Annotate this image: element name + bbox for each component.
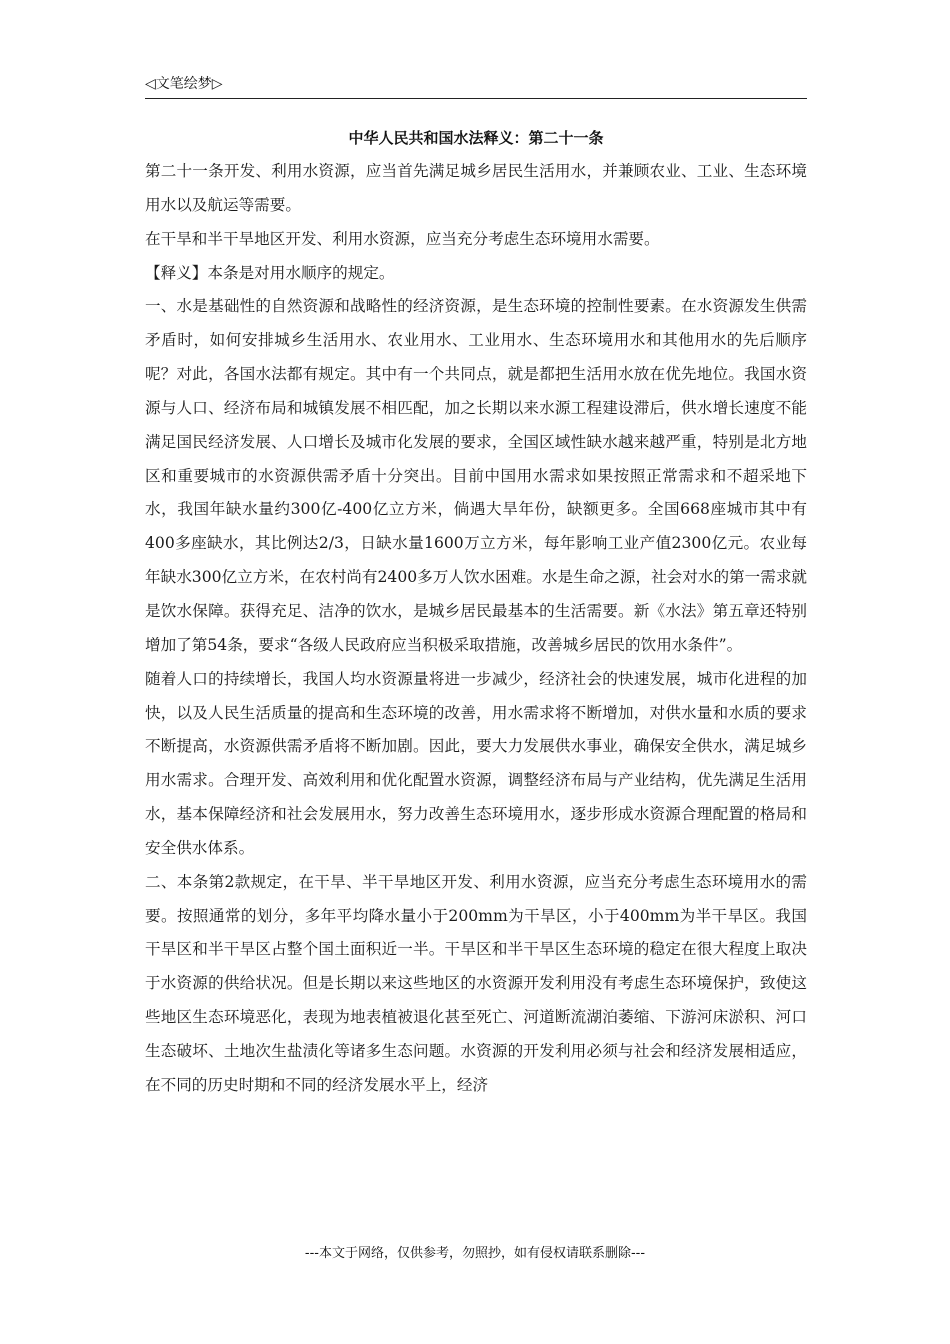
- article-paragraph: 在干旱和半干旱地区开发、利用水资源，应当充分考虑生态环境用水需要。: [145, 229, 660, 248]
- page-footer-notice: ---本文于网络，仅供参考，勿照抄，如有侵权请联系删除---: [304, 1246, 646, 1261]
- interpretation-paragraph: 一、水是基础性的自然资源和战略性的经济资源，是生态环境的控制性要素。在水资源发生供需矛盾时，如何安排城乡生活用水、农业用水、工业用水、生态环境用水和其他用水的先后顺序呢？对此，各国水法都有规定。其中有一个共同点，就是都把生活用水放在优先地位。我国水资源与人口、经济布局和城镇发展不相匹配，加之长期以来水源工程建设滞后，供水增长速度不能满足国民经济发展、人口增长及城市化发展的要求，全国区域性缺水越来越严重，特别是北方地区和重要城市的水资源供需矛盾十分突出。目前中国用水需求如果按照正常需求和不超采地下水，我国年缺水量约300亿-400亿立方米，倘遇大旱年份，缺额更多。全国668座城市其中有400多座缺水，其比例达2/3，日缺水量1600万立方米，每年影响工业产值2300亿元。农业每年缺水300亿立方米，在农村尚有2400多万人饮水困难。水是生命之源，社会对水的第一需求就是饮水保障。获得充足、洁净的饮水，是城乡居民最基本的生活需要。新《水法》第五章还特别增加了第54条，要求“各级人民政府应当积极采取措施，改善城乡居民的饮用水条件”。: [145, 297, 808, 654]
- interpretation-paragraph: 随着人口的持续增长，我国人均水资源量将进一步减少，经济社会的快速发展，城市化进程的加快，以及人民生活质量的提高和生态环境的改善，用水需求将不断增加，对供水量和水质的要求不断提高，水资源供需矛盾将不断加剧。因此，要大力发展供水事业，确保安全供水，满足城乡用水需求。合理开发、高效利用和优化配置水资源，调整经济布局与产业结构，优先满足生活用水，基本保障经济和社会发展用水，努力改善生态环境用水，逐步形成水资源合理配置的格局和安全供水体系。: [145, 669, 807, 857]
- interpretation-heading: 【释义】本条是对用水顺序的规定。: [145, 263, 395, 282]
- article-paragraph: 第二十一条开发、利用水资源，应当首先满足城乡居民生活用水，并兼顾农业、工业、生态环境用水以及航运等需要。: [145, 162, 807, 214]
- document-body: [145, 155, 807, 1103]
- page-header: [145, 74, 807, 99]
- interpretation-paragraph: 二、本条第2款规定，在干旱、半干旱地区开发、利用水资源，应当充分考虑生态环境用水的需要。按照通常的划分，多年平均降水量小于200mm为干旱区，小于400mm为半干旱区。我国干旱区和半干旱区占整个国土面积近一半。干旱区和半干旱区生态环境的稳定在很大程度上取决于水资源的供给状况。但是长期以来这些地区的水资源开发利用没有考虑生态环境保护，致使这些地区生态环境恶化，表现为地表植被退化甚至死亡、河道断流湖泊萎缩、下游河床淤积、河口生态破坏、土地次生盐渍化等诸多生态问题。水资源的开发利用必须与社会和经济发展相适应，在不同的历史时期和不同的经济发展水平上，经济: [145, 872, 807, 1094]
- document-title: 中华人民共和国水法释义：第二十一条: [348, 129, 604, 147]
- header-brand: ◁文笔绘梦▷: [145, 76, 223, 92]
